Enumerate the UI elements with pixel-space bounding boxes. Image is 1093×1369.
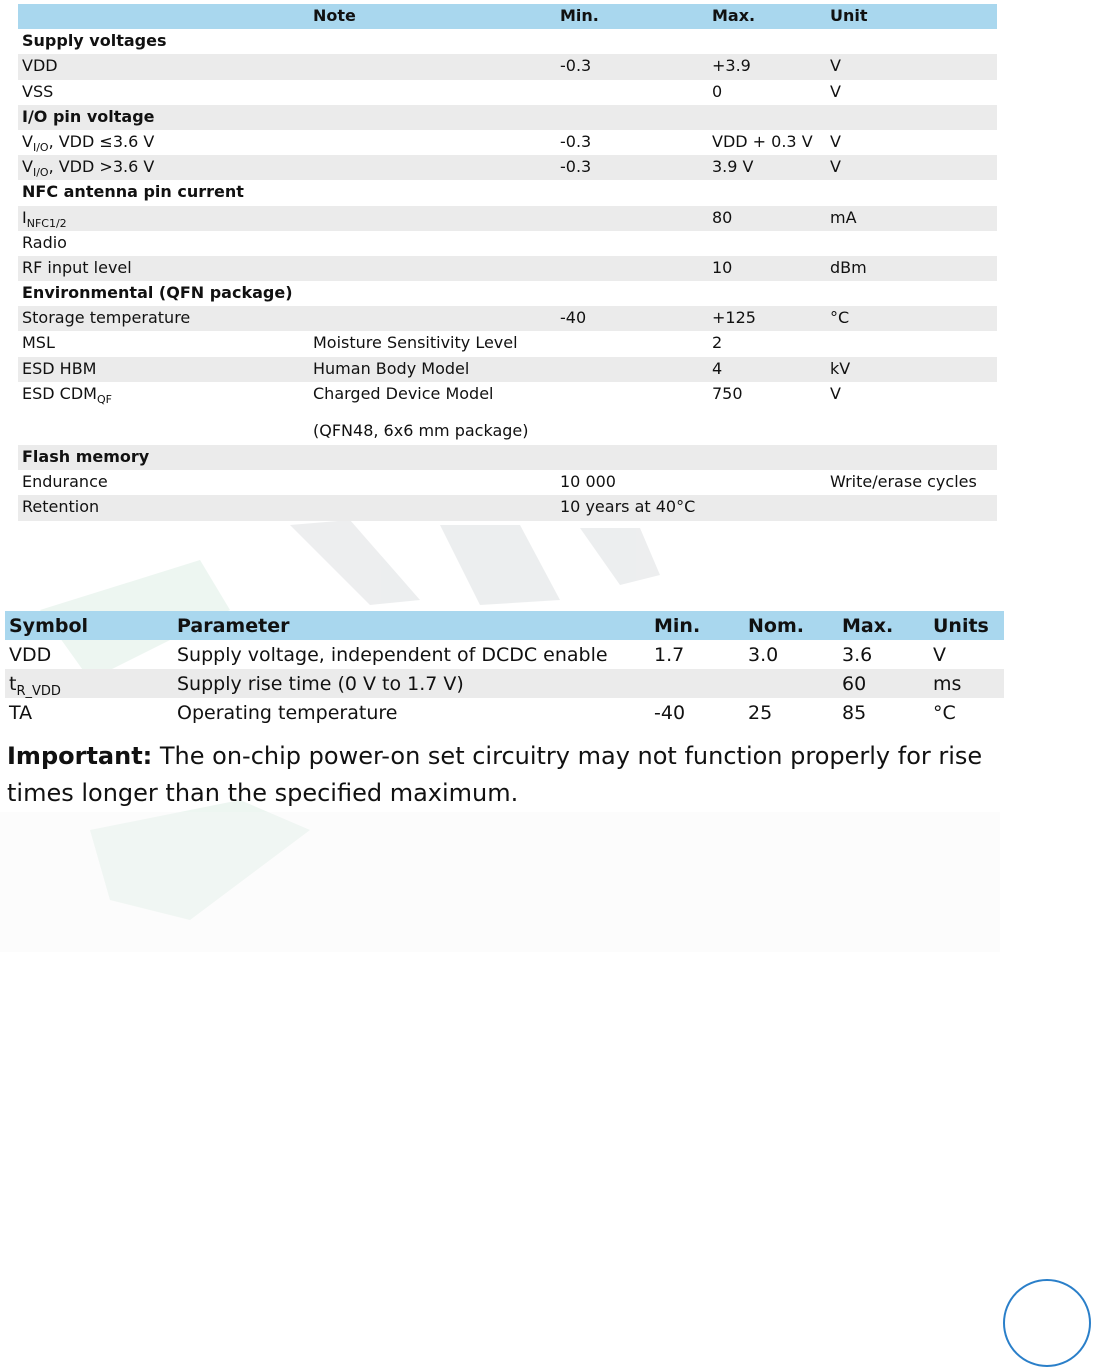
section-title: NFC antenna pin current [22,182,244,202]
symbol-cell: VDD [9,644,52,666]
nom-cell: 25 [748,702,773,724]
param-cell: Retention [22,497,100,517]
max-cell: 80 [712,207,733,227]
section-title: Environmental (QFN package) [22,283,293,303]
parameter-cell: Supply voltage, independent of DCDC enable [177,644,608,666]
max-cell: 3.9 V [712,157,754,177]
table-row [18,180,997,205]
max-cell: 3.6 [842,644,873,666]
min-cell: -0.3 [560,56,592,76]
header-units: Units [933,615,989,637]
operating-conditions-table [5,611,1004,727]
param-cell: Radio [22,232,67,252]
table-row [18,256,997,281]
note-text: The on-chip power-on set circuitry may not function properly for rise times longer than the specified maximum. [7,742,983,807]
param-cell [22,132,154,152]
unit-cell: kV [830,358,851,378]
min-cell: -40 [560,308,587,328]
note-cell: (QFN48, 6x6 mm package) [313,421,529,440]
table-row [18,130,997,155]
max-cell: 60 [842,673,867,695]
note-cell: Human Body Model [313,358,470,378]
table-row [18,445,997,470]
table-row [18,80,997,105]
table-row [18,331,997,356]
param-cell: RF input level [22,257,132,277]
unit-cell: V [830,81,841,101]
section-title: I/O pin voltage [22,106,155,126]
param-cell [22,157,155,180]
header-min: Min. [560,6,599,25]
param-cell: ESD HBM [22,358,97,378]
header-unit: Unit [830,6,868,25]
header-note: Note [313,6,356,25]
table-row [18,54,997,79]
nom-cell: 3.0 [748,644,779,666]
note-cell: Charged Device Model [313,383,494,403]
max-cell: 750 [712,383,743,403]
unit-cell: V [830,383,841,403]
param-sub: I/O [32,166,49,180]
section-title: Flash memory [22,447,150,466]
symbol-sub: R_VDD [16,684,61,699]
min-cell: -0.3 [560,131,592,151]
param-sub: QF [96,392,112,406]
param-cell: Endurance [22,472,108,492]
max-cell: 2 [712,333,723,353]
param-sub: I/O [32,140,49,154]
note-cell: Moisture Sensitivity Level [313,333,518,353]
symbol-cell: TA [9,702,33,724]
max-cell: 0 [712,81,723,101]
absolute-max-ratings-table [18,4,997,521]
min-cell: 10 years at 40°C [560,497,696,517]
unit-cell: °C [830,308,850,328]
header-symbol: Symbol [9,615,89,637]
table-row [18,407,997,445]
table-row [18,382,997,407]
symbol-cell [9,672,61,699]
param-main: V [22,131,33,151]
units-cell: V [933,644,946,666]
header-parameter: Parameter [177,615,290,637]
table-row [18,470,997,495]
param-cell: VDD [22,56,58,76]
param-cell: MSL [22,333,55,353]
symbol-main: t [9,673,17,695]
param-sub: NFC1/2 [26,216,67,230]
section-title: Supply voltages [22,31,167,51]
page-number-circle [1003,1279,1091,1367]
param-cell: VSS [22,81,54,101]
unit-cell: V [830,56,841,76]
table-row [18,281,997,306]
max-cell: 4 [712,358,723,378]
min-cell: 10 000 [560,472,616,492]
table-row [5,669,1004,698]
parameter-cell: Supply rise time (0 V to 1.7 V) [177,673,464,695]
param-cell: Storage temperature [22,308,191,328]
header-nom: Nom. [748,615,804,637]
max-cell: +3.9 [712,56,751,76]
table-row [18,105,997,130]
param-main: I [22,207,27,227]
unit-cell: Write/erase cycles [830,472,977,492]
units-cell: °C [933,702,956,724]
table-header-row [5,611,1004,640]
table-row [18,495,997,520]
table-row [18,206,997,231]
param-main: ESD CDM [22,383,97,403]
table-row [18,29,997,54]
unit-cell: dBm [830,257,867,277]
param-cell [22,384,112,404]
important-note [7,738,1007,812]
table-header-row [18,4,997,29]
param-rest: , VDD >3.6 V [48,157,155,177]
min-cell: -0.3 [560,157,592,177]
units-cell: ms [933,673,962,695]
table-row [18,231,997,256]
note-label: Important: [7,742,153,770]
table-row [18,306,997,331]
table-row [5,640,1004,669]
max-cell: +125 [712,308,756,328]
param-cell [22,208,67,228]
parameter-cell: Operating temperature [177,702,398,724]
max-cell: 10 [712,257,733,277]
table-row [5,698,1004,727]
header-max: Max. [712,6,756,25]
unit-cell: V [830,157,841,177]
table-row [18,357,997,382]
param-rest: , VDD ≤3.6 V [48,131,155,151]
unit-cell: mA [830,207,857,227]
header-max: Max. [842,615,894,637]
header-min: Min. [654,615,701,637]
max-cell: 85 [842,702,867,724]
unit-cell: V [830,131,841,151]
min-cell: 1.7 [654,644,685,666]
max-cell: VDD + 0.3 V [712,131,813,151]
param-main: V [22,157,33,177]
table-row [18,155,997,180]
min-cell: -40 [654,702,686,724]
